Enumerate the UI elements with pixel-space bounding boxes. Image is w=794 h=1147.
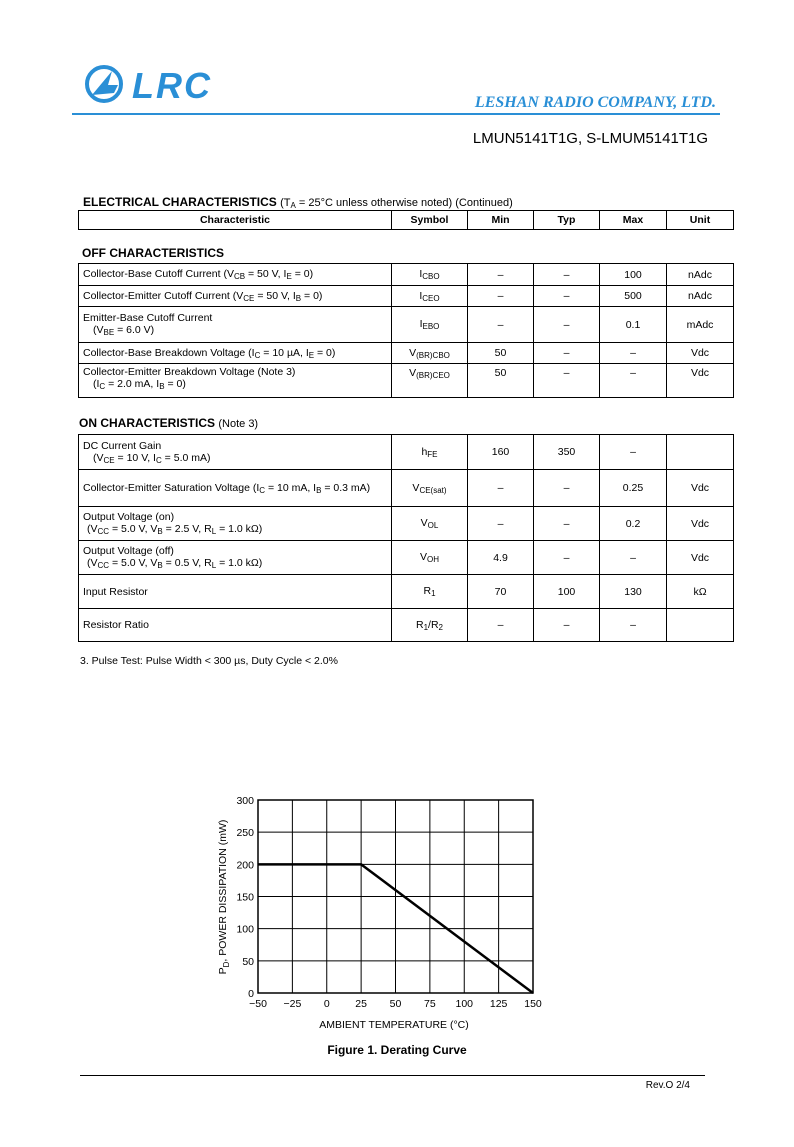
- characteristic-cell: Input Resistor: [79, 575, 392, 609]
- symbol-cell: $V_{(BR)CEO}$: [392, 364, 468, 398]
- symbol-cell: $R_1/R_2$: [392, 609, 468, 642]
- min-cell: 50: [468, 343, 534, 364]
- symbol-cell: $V_{CE(sat)}$: [392, 470, 468, 507]
- typ-cell: –: [534, 507, 600, 541]
- x-tick-label: 25: [355, 998, 367, 1010]
- on-table: [78, 434, 734, 642]
- max-cell: –: [600, 343, 667, 364]
- chart-ticks: [236, 795, 541, 1010]
- y-tick-label: 100: [236, 923, 254, 936]
- col-max: Max: [600, 211, 667, 230]
- table-row: [79, 364, 734, 398]
- max-cell: 0.2: [600, 507, 667, 541]
- characteristic-cell: Output Voltage (off) ($V_{CC} = 5.0$ V, $V_B = 0.5$ V, $R_L = 1.0$ kΩ): [79, 541, 392, 575]
- table-row: [79, 609, 734, 642]
- typ-cell: –: [534, 470, 600, 507]
- min-cell: –: [468, 264, 534, 286]
- table-row: [79, 575, 734, 609]
- column-header-table: [78, 210, 734, 230]
- col-symbol: Symbol: [392, 211, 468, 230]
- y-tick-label: 0: [248, 988, 254, 1000]
- characteristic-cell: Emitter-Base Cutoff Current ($V_{BE} = 6.0$ V): [79, 307, 392, 343]
- min-cell: –: [468, 470, 534, 507]
- min-cell: 4.9: [468, 541, 534, 575]
- unit-cell: kΩ: [667, 575, 734, 609]
- col-typ: Typ: [534, 211, 600, 230]
- symbol-cell: $I_{CEO}$: [392, 286, 468, 307]
- y-tick-label: 150: [236, 891, 254, 904]
- y-tick-label: 250: [236, 827, 254, 840]
- unit-cell: nAdc: [667, 286, 734, 307]
- characteristic-cell: DC Current Gain ($V_{CE} = 10$ V, $I_C = 5.0$ mA): [79, 435, 392, 470]
- on-note: (Note 3): [218, 418, 259, 430]
- characteristic-cell: Collector-Emitter Cutoff Current ($V_{CE} = 50$ V, $I_B = 0$): [79, 286, 392, 307]
- electrical-condition: [280, 197, 513, 209]
- col-min: Min: [468, 211, 534, 230]
- x-tick-label: 50: [389, 998, 402, 1010]
- x-tick-label: −50: [249, 998, 267, 1010]
- table-row: [79, 541, 734, 575]
- symbol-cell: $I_{EBO}$: [392, 307, 468, 343]
- footer-divider: [80, 1075, 705, 1076]
- company-name: LESHAN RADIO COMPANY, LTD.: [474, 94, 716, 111]
- typ-cell: –: [534, 343, 600, 364]
- electrical-title: [83, 195, 513, 210]
- part-number: LMUN5141T1G, S-LMUM5141T1G: [472, 130, 708, 147]
- symbol-cell: $R_1$: [392, 575, 468, 609]
- x-tick-label: 150: [524, 998, 542, 1010]
- characteristic-cell: Resistor Ratio: [79, 609, 392, 642]
- x-tick-label: 0: [323, 998, 330, 1010]
- table-row: [79, 343, 734, 364]
- x-tick-label: 75: [424, 998, 436, 1010]
- logo-emblem-icon: [84, 63, 128, 107]
- unit-cell: mAdc: [667, 307, 734, 343]
- derating-chart: [205, 790, 565, 1040]
- off-title: OFF CHARACTERISTICS: [82, 246, 224, 260]
- unit-cell: [667, 609, 734, 642]
- symbol-cell: $V_{OL}$: [392, 507, 468, 541]
- max-cell: 0.25: [600, 470, 667, 507]
- table-row: [79, 307, 734, 343]
- footnote: 3. Pulse Test: Pulse Width < 300 µs, Duty Cycle < 2.0%: [80, 655, 338, 667]
- min-cell: –: [468, 307, 534, 343]
- on-title-text: ON CHARACTERISTICS: [79, 416, 216, 430]
- table-row: [79, 435, 734, 470]
- condition-rest: = 25°C unless otherwise noted) (Continued): [295, 197, 513, 209]
- electrical-title-text: ELECTRICAL CHARACTERISTICS: [83, 195, 277, 209]
- table-row: [79, 264, 734, 286]
- typ-cell: –: [534, 286, 600, 307]
- y-tick-label: 50: [242, 955, 254, 968]
- chart-grid: [258, 800, 533, 993]
- x-tick-label: 125: [489, 998, 508, 1010]
- characteristic-cell: Collector-Base Breakdown Voltage ($I_C = 10$ µA, $I_E = 0$): [79, 343, 392, 364]
- max-cell: –: [600, 541, 667, 575]
- min-cell: 50: [468, 364, 534, 398]
- symbol-cell: $V_{OH}$: [392, 541, 468, 575]
- max-cell: –: [600, 609, 667, 642]
- typ-cell: 350: [534, 435, 600, 470]
- max-cell: –: [600, 435, 667, 470]
- max-cell: 130: [600, 575, 667, 609]
- column-header-row: [79, 211, 734, 230]
- unit-cell: Vdc: [667, 364, 734, 398]
- x-axis-label: AMBIENT TEMPERATURE (°C): [319, 1019, 469, 1031]
- table-row: [79, 286, 734, 307]
- max-cell: –: [600, 364, 667, 398]
- unit-cell: Vdc: [667, 507, 734, 541]
- on-title: [79, 416, 258, 430]
- condition-prefix: (T: [280, 197, 291, 209]
- header-divider: [72, 113, 720, 115]
- col-unit: Unit: [667, 211, 734, 230]
- symbol-cell: $V_{(BR)CBO}$: [392, 343, 468, 364]
- off-table: [78, 263, 734, 398]
- min-cell: –: [468, 286, 534, 307]
- symbol-cell: $h_{FE}$: [392, 435, 468, 470]
- typ-cell: –: [534, 541, 600, 575]
- characteristic-cell: Collector-Emitter Breakdown Voltage (Note 3) ($I_C = 2.0$ mA, $I_B = 0$): [79, 364, 392, 398]
- y-tick-label: 200: [236, 859, 254, 872]
- unit-cell: Vdc: [667, 470, 734, 507]
- unit-cell: [667, 435, 734, 470]
- min-cell: –: [468, 507, 534, 541]
- characteristic-cell: Collector-Base Cutoff Current ($V_{CB} = 50$ V, $I_E = 0$): [79, 264, 392, 286]
- unit-cell: Vdc: [667, 541, 734, 575]
- company-logo: [84, 63, 224, 109]
- typ-cell: 100: [534, 575, 600, 609]
- y-tick-label: 300: [236, 795, 254, 807]
- col-characteristic: Characteristic: [79, 211, 392, 230]
- x-tick-label: 100: [455, 998, 474, 1010]
- condition-sub: A: [290, 201, 296, 210]
- x-tick-label: −25: [283, 998, 302, 1010]
- unit-cell: nAdc: [667, 264, 734, 286]
- characteristic-cell: Collector-Emitter Saturation Voltage ($I_C = 10$ mA, $I_B = 0.3$ mA): [79, 470, 392, 507]
- typ-cell: –: [534, 609, 600, 642]
- typ-cell: –: [534, 364, 600, 398]
- logo-text: LRC: [132, 65, 212, 106]
- table-row: [79, 470, 734, 507]
- max-cell: 100: [600, 264, 667, 286]
- max-cell: 0.1: [600, 307, 667, 343]
- y-axis-label: $P_D$, POWER DISSIPATION (mW): [217, 819, 231, 975]
- unit-cell: Vdc: [667, 343, 734, 364]
- revision-label: Rev.O 2/4: [645, 1080, 690, 1091]
- figure-caption: Figure 1. Derating Curve: [327, 1043, 467, 1057]
- min-cell: –: [468, 609, 534, 642]
- typ-cell: –: [534, 307, 600, 343]
- typ-cell: –: [534, 264, 600, 286]
- characteristic-cell: Output Voltage (on) ($V_{CC} = 5.0$ V, $V_B = 2.5$ V, $R_L = 1.0$ kΩ): [79, 507, 392, 541]
- table-row: [79, 507, 734, 541]
- min-cell: 160: [468, 435, 534, 470]
- max-cell: 500: [600, 286, 667, 307]
- symbol-cell: $I_{CBO}$: [392, 264, 468, 286]
- min-cell: 70: [468, 575, 534, 609]
